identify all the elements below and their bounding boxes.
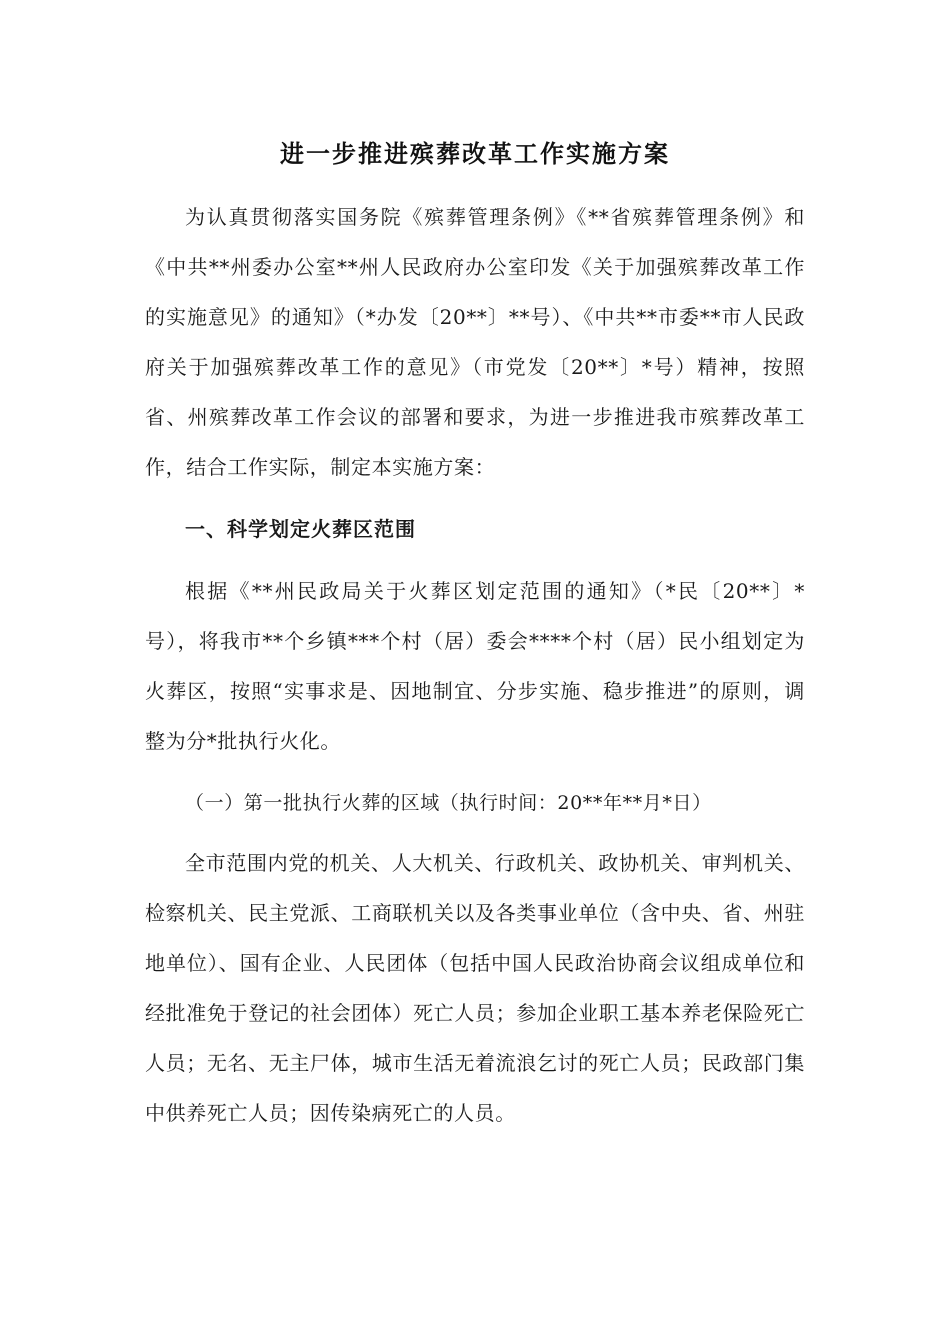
intro-paragraph: 为认真贯彻落实国务院《殡葬管理条例》《**省殡葬管理条例》和《中共**州委办公室**州人民政府办公室印发《关于加强殡葬改革工作的实施意见》的通知》（*办发〔20**〕**号）、《中共**市委**市人民政府关于加强殡葬改革工作的意见》（市党发〔20**〕*号）精神，按照省、州殡葬改革工作会议的部署和要求，为进一步推进我市殡葬改革工作，结合工作实际，制定本实施方案： — [145, 205, 805, 479]
document-body — [145, 192, 805, 1138]
document-title: 进一步推进殡葬改革工作实施方案 — [280, 140, 670, 168]
subsection-1-paragraph: 全市范围内党的机关、人大机关、行政机关、政协机关、审判机关、检察机关、民主党派、工商联机关以及各类事业单位（含中央、省、州驻地单位）、国有企业、人民团体（包括中国人民政治协商会议组成单位和经批准免于登记的社会团体）死亡人员；参加企业职工基本养老保险死亡人员；无名、无主尸体，城市生活无着流浪乞讨的死亡人员；民政部门集中供养死亡人员；因传染病死亡的人员。 — [145, 851, 805, 1125]
section-1-paragraph: 根据《**州民政局关于火葬区划定范围的通知》（*民〔20**〕*号），将我市**个乡镇***个村（居）委会****个村（居）民小组划定为火葬区，按照“实事求是、因地制宜、分步实施、稳步推进”的原则，调整为分*批执行火化。 — [145, 579, 805, 753]
section-heading-1: 一、科学划定火葬区范围 — [185, 517, 416, 541]
subsection-heading-1: （一）第一批执行火葬的区域（执行时间：20**年**月*日） — [185, 792, 712, 814]
